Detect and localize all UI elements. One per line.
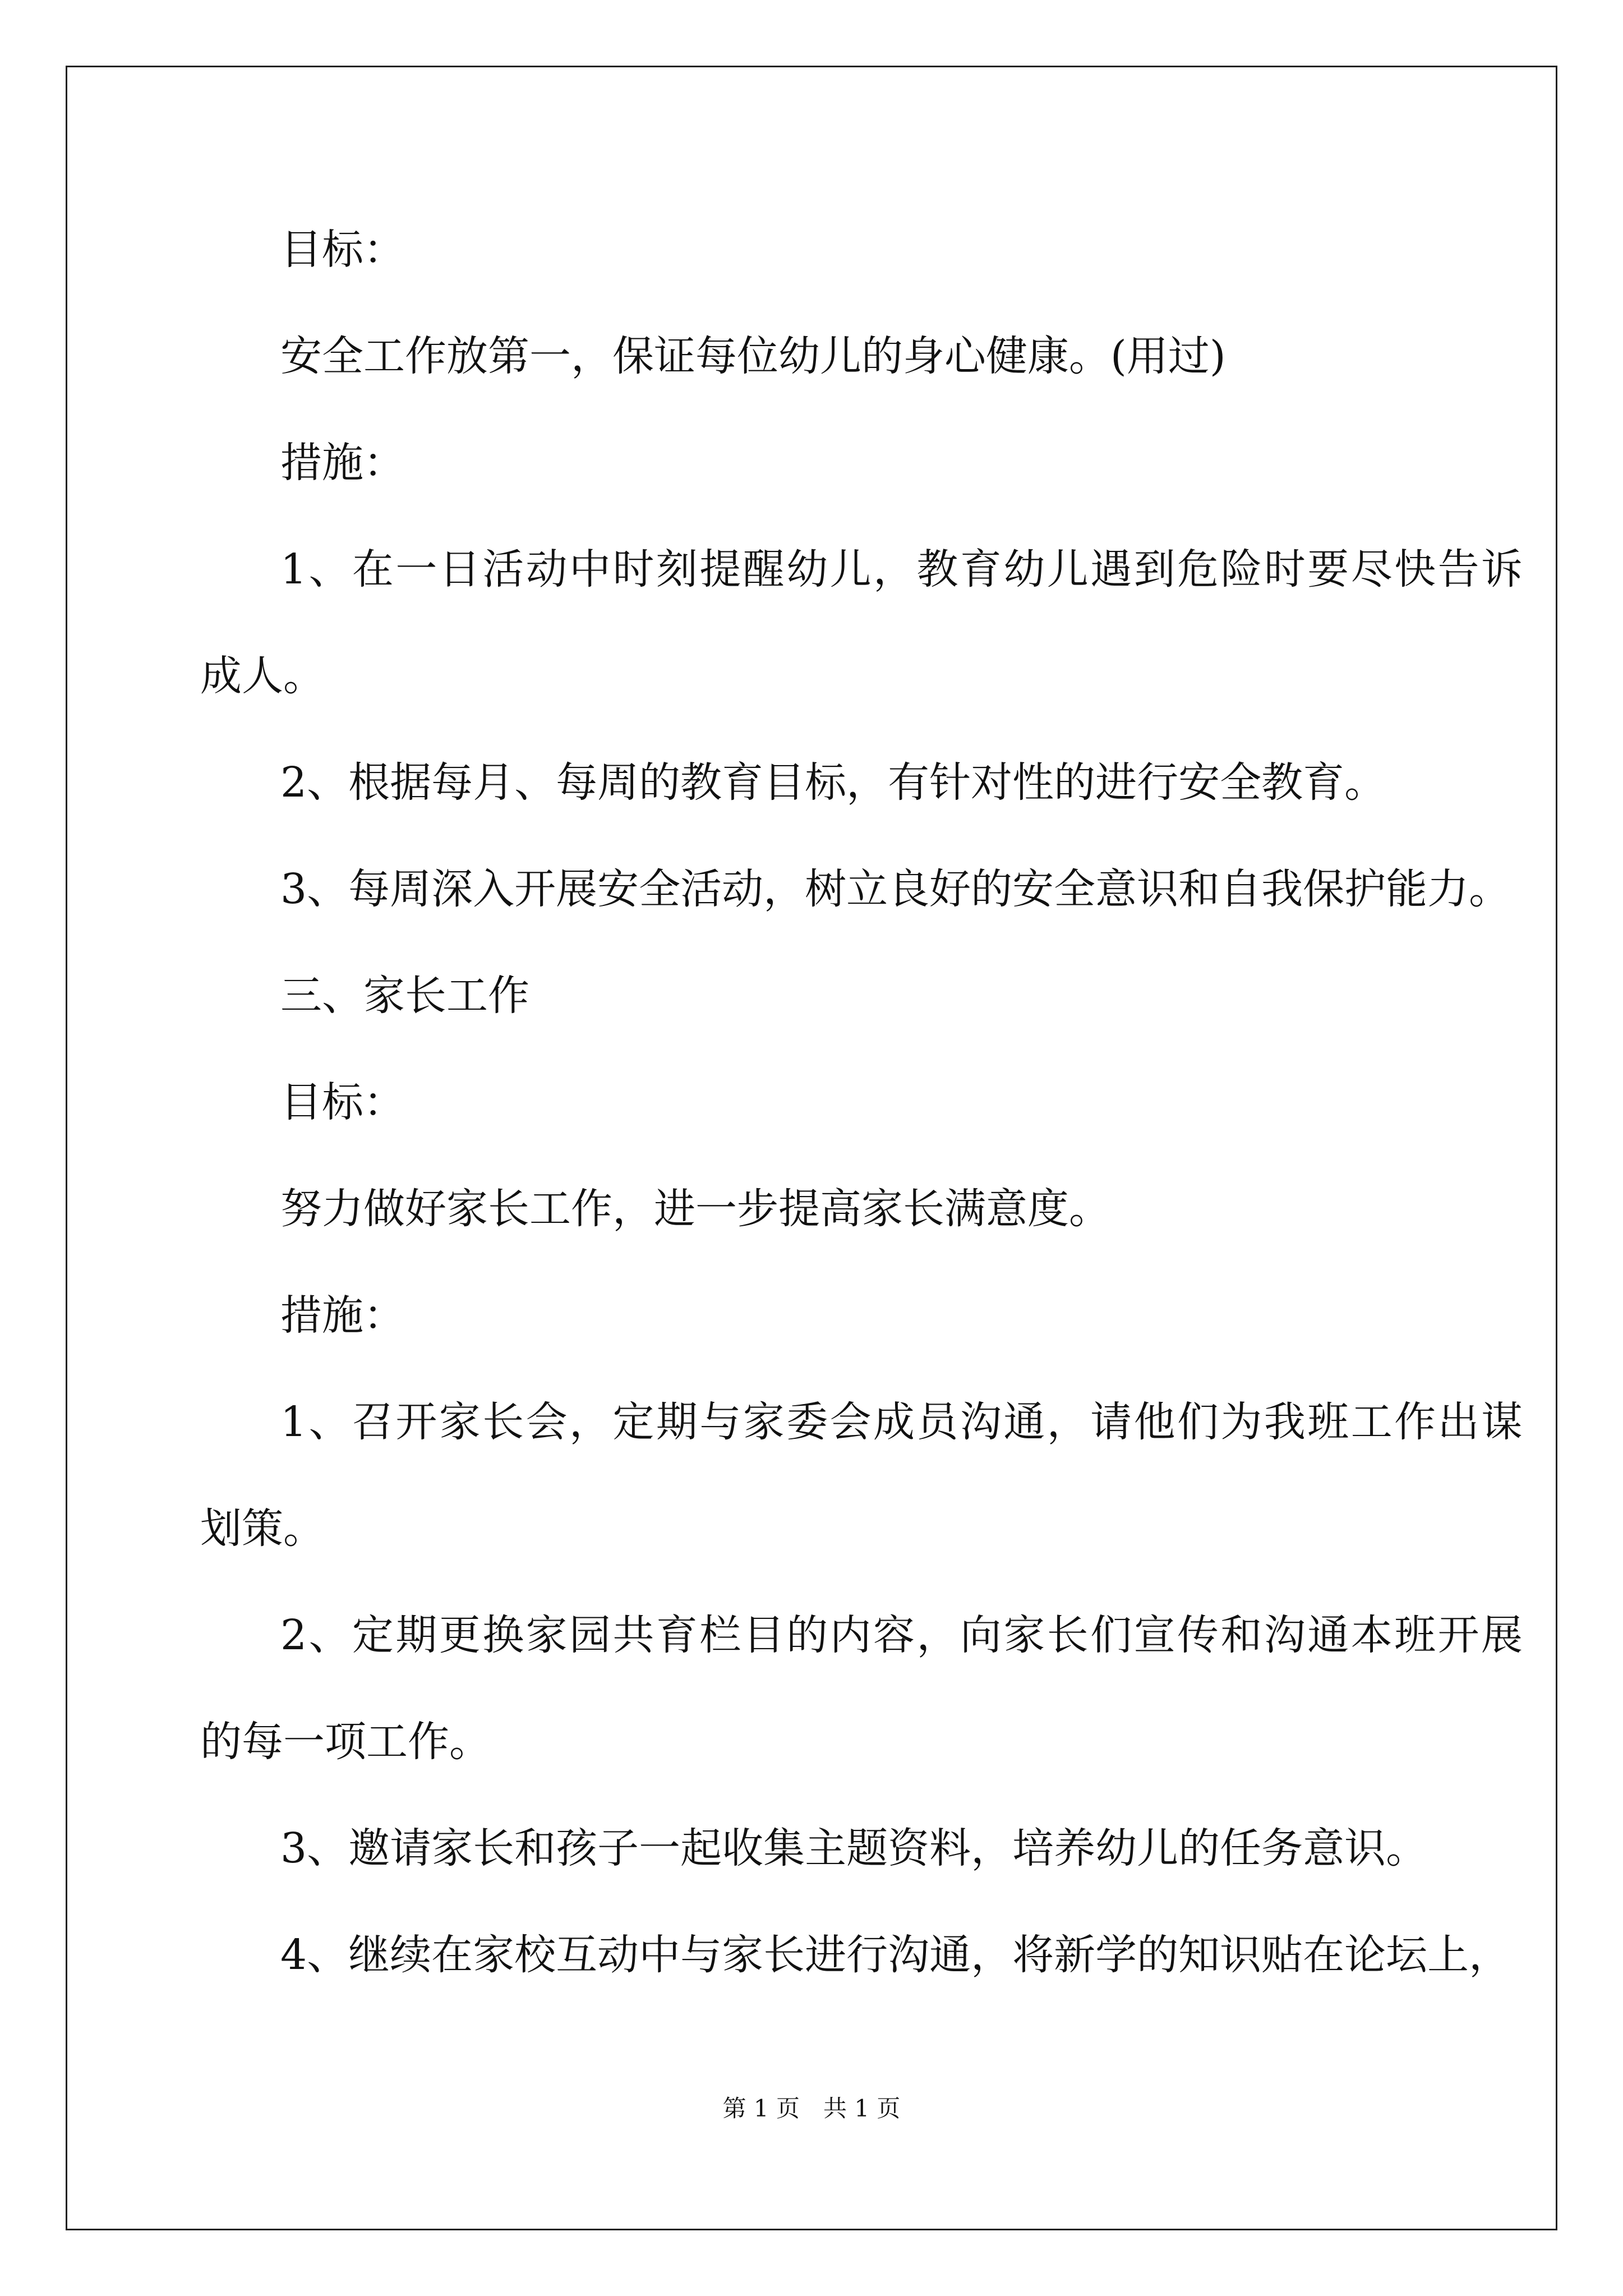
page-border (66, 66, 1557, 2230)
paragraph: 1、召开家长会，定期与家委会成员沟通，请他们为我班工作出谋 (280, 1398, 1523, 1446)
heading-goal: 目标： (280, 1078, 405, 1126)
paragraph: 安全工作放第一，保证每位幼儿的身心健康。(用过) (280, 332, 1226, 380)
paragraph: 2、根据每月、每周的教育目标，有针对性的进行安全教育。 (280, 758, 1386, 807)
paragraph-continuation: 划策。 (200, 1504, 325, 1553)
heading-measures: 措施： (280, 439, 405, 487)
heading-measures: 措施： (280, 1291, 405, 1340)
heading-goal: 目标： (280, 226, 405, 274)
paragraph-continuation: 成人。 (200, 652, 325, 700)
paragraph: 努力做好家长工作，进一步提高家长满意度。 (280, 1185, 1110, 1233)
paragraph: 4、继续在家校互动中与家长进行沟通，将新学的知识贴在论坛上， (280, 1931, 1511, 1979)
paragraph: 1、在一日活动中时刻提醒幼儿，教育幼儿遇到危险时要尽快告诉 (280, 545, 1523, 593)
paragraph: 3、每周深入开展安全活动，树立良好的安全意识和自我保护能力。 (280, 865, 1511, 913)
page-number-footer: 第 1 页 共 1 页 (722, 2095, 901, 2122)
paragraph: 3、邀请家长和孩子一起收集主题资料，培养幼儿的任务意识。 (280, 1824, 1428, 1872)
section-heading: 三、家长工作 (280, 972, 529, 1020)
paragraph-continuation: 的每一项工作。 (200, 1718, 491, 1766)
paragraph: 2、定期更换家园共育栏目的内容，向家长们宣传和沟通本班开展 (280, 1611, 1523, 1659)
